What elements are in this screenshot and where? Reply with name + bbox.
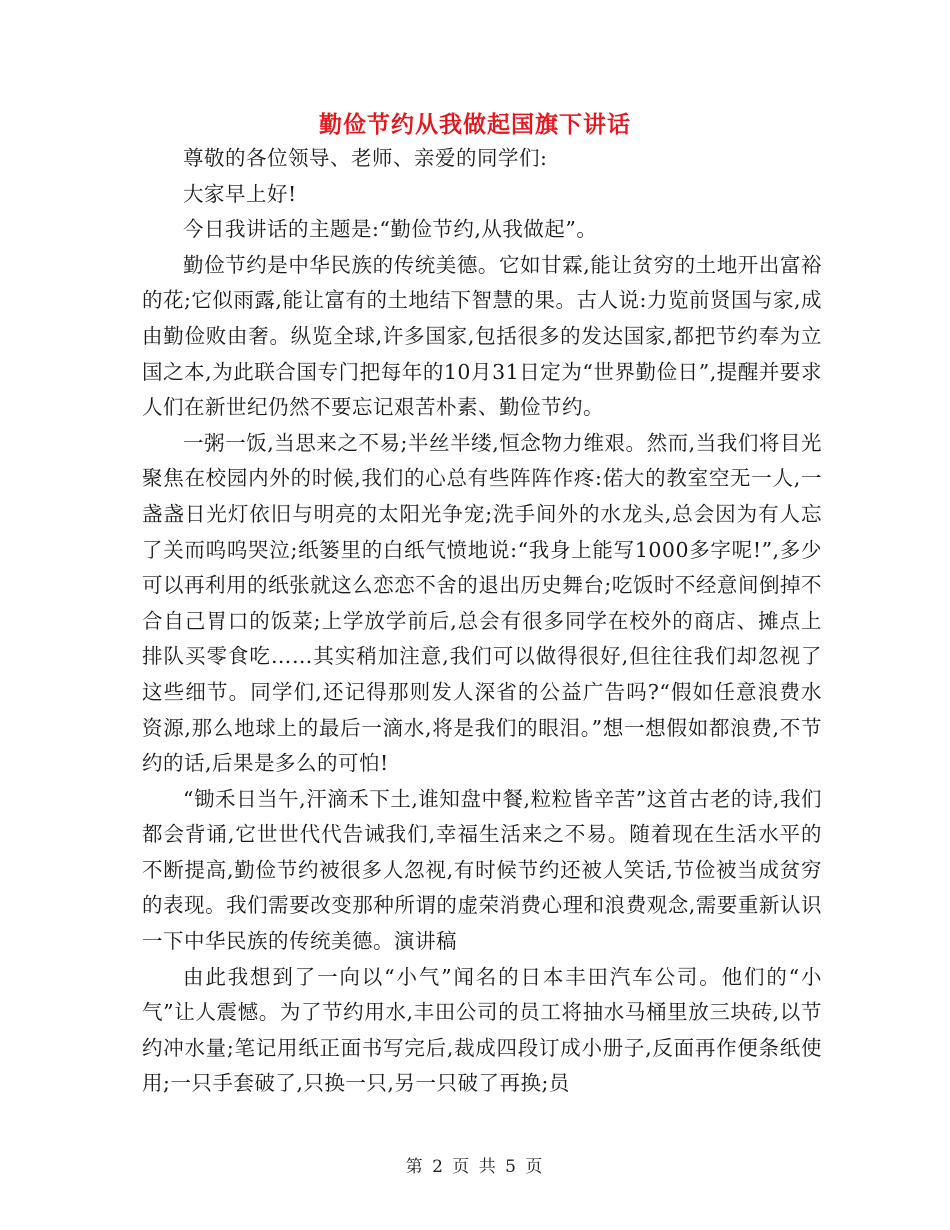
paragraph-morning: 大家早上好!	[183, 181, 297, 206]
document-body	[142, 141, 822, 1102]
paragraph-topic: 今日我讲话的主题是:“勤俭节约,从我做起”。	[183, 217, 598, 242]
paragraph-poem: “锄禾日当午,汗滴禾下土,谁知盘中餐,粒粒皆辛苦”这首古老的诗,我们都会背诵,它世世代代告诫我们,幸福生活来之不易。随着现在生活水平的不断提高,勤俭节约被很多人忽视,有时候节约还被人笑话,节俭被当成贫穷的表现。我们需要改变那种所谓的虚荣消费心理和浪费观念,需要重新认识一下中华民族的传统美德。演讲稿	[142, 786, 822, 954]
paragraph-greeting: 尊敬的各位领导、老师、亲爱的同学们:	[183, 146, 548, 170]
paragraph-toyota: 由此我想到了一向以“小气”闻名的日本丰田汽车公司。他们的“小气”让人震憾。为了节约用水,丰田公司的员工将抽水马桶里放三块砖,以节约冲水量;笔记用纸正面书写完后,裁成四段订成小册子,反面再作便条纸使用;一只手套破了,只换一只,另一只破了再换;员	[142, 964, 822, 1096]
paragraph-campus-waste: 一粥一饭,当思来之不易;半丝半缕,恒念物力维艰。然而,当我们将目光聚焦在校园内外的时候,我们的心总有些阵阵作疼:偌大的教室空无一人,一盏盏日光灯依旧与明亮的太阳光争宠;洗手间外的水龙头,总会因为有人忘了关而呜呜哭泣;纸篓里的白纸气愤地说:“我身上能写1000多字呢!”,多少可以再利用的纸张就这么恋恋不舍的退出历史舞台;吃饭时不经意间倒掉不合自己胃口的饭菜;上学放学前后,总会有很多同学在校外的商店、摊点上排队买零食吃……其实稍加注意,我们可以做得很好,但往往我们却忽视了这些细节。同学们,还记得那则发人深省的公益广告吗?“假如任意浪费水资源,那么地球上的最后一滴水,将是我们的眼泪。”想一想假如都浪费,不节约的话,后果是多么的可怕!	[142, 430, 822, 776]
page-number-footer: 第 2 页 共 5 页	[405, 1157, 545, 1177]
paragraph-virtue: 勤俭节约是中华民族的传统美德。它如甘霖,能让贫穷的土地开出富裕的花;它似雨露,能让富有的土地结下智慧的果。古人说:力览前贤国与家,成由勤俭败由奢。纵览全球,许多国家,包括很多的发达国家,都把节约奉为立国之本,为此联合国专门把每年的10月31日定为“世界勤俭日”,提醒并要求人们在新世纪仍然不要忘记艰苦朴素、勤俭节约。	[142, 252, 822, 420]
document-title: 勤俭节约从我做起国旗下讲话	[319, 111, 631, 138]
